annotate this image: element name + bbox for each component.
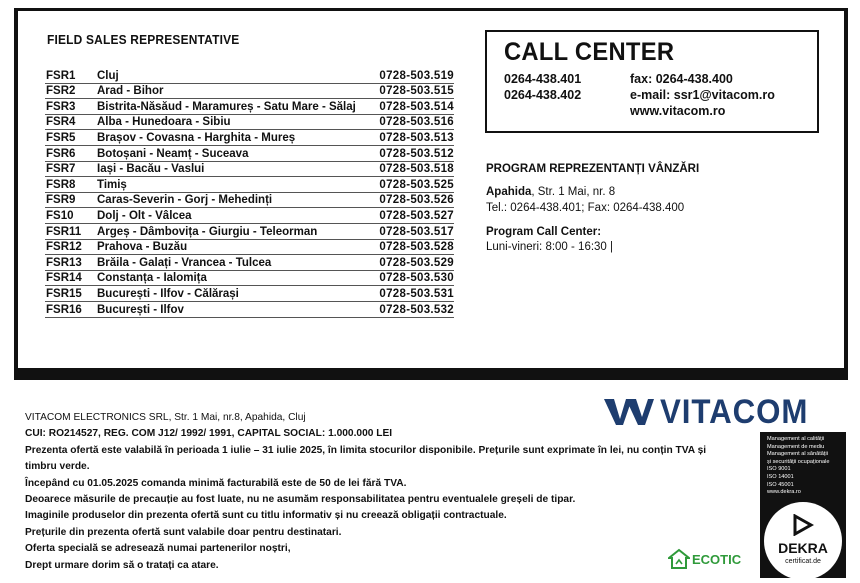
call-center-title: CALL CENTER [504, 38, 675, 66]
fsr-area: Brăila - Galați - Vrancea - Tulcea [97, 256, 272, 269]
fsr-area: Timiș [97, 178, 127, 191]
dekra-cert-line: ISO 14001 [767, 473, 794, 480]
fsr-area: Constanța - Ialomița [97, 272, 207, 285]
fsr-code: FSR1 [46, 69, 76, 82]
vitacom-mark-icon [604, 397, 654, 427]
dekra-wordmark: DEKRA [778, 540, 828, 556]
fsr-table [45, 68, 454, 318]
dekra-seal [764, 502, 842, 580]
footer-offer-note: Oferta specială se adresează numai partenerilor noștri, [25, 543, 291, 555]
fsr-code: FSR7 [46, 163, 76, 176]
program-cc-title: Program Call Center: [486, 226, 602, 238]
fsr-code: FSR5 [46, 131, 76, 144]
call-center-phone-2: 0264-438.402 [504, 88, 582, 102]
fsr-area: Brașov - Covasna - Harghita - Mureș [97, 131, 296, 144]
program-cc-hours: Luni-vineri: 8:00 - 16:30 | [486, 241, 614, 253]
fsr-row [45, 271, 454, 287]
footer-registration: CUI: RO214527, REG. COM J12/ 1992/ 1991, CAPITAL SOCIAL: 1.000.000 LEI [25, 428, 393, 440]
panel-bottom-bar [14, 368, 848, 380]
call-center-fax: fax: 0264-438.400 [630, 72, 733, 86]
dekra-cert-line: Management al sănătății [767, 451, 828, 458]
fsr-phone: 0728-503.525 [379, 178, 454, 191]
fsr-phone: 0728-503.519 [379, 69, 454, 82]
footer-images-disclaimer: Imaginile produselor din prezenta ofertă sunt cu titlu informativ și nu creează obligații contractuale. [25, 510, 507, 522]
program-address-street: , Str. 1 Mai, nr. 8 [531, 186, 616, 198]
fsr-area: Botoșani - Neamț - Suceava [97, 147, 249, 160]
fsr-row [45, 146, 454, 162]
fsr-area: Alba - Hunedoara - Sibiu [97, 116, 231, 129]
fsr-row [45, 208, 454, 224]
fsr-row [45, 193, 454, 209]
footer-validity: Prezenta ofertă este valabilă în perioada 1 iulie – 31 iulie 2025, în limita stocurilor disponibile. Prețurile sunt exprimate în lei, nu conțin TVA și [25, 444, 707, 456]
dekra-cert-line: ISO 45001 [767, 481, 794, 488]
fsr-phone: 0728-503.527 [379, 209, 454, 222]
fsr-phone: 0728-503.518 [379, 163, 454, 176]
fsr-row [45, 224, 454, 240]
fsr-area: Argeș - Dâmbovița - Giurgiu - Teleorman [97, 225, 318, 238]
fsr-row [45, 240, 454, 256]
fsr-area: Cluj [97, 69, 119, 82]
footer-typo-disclaimer: Deoarece măsurile de precauție au fost luate, nu ne asumăm responsabilitatea pentru eventualele greșeli de tipar. [25, 494, 576, 506]
program-address [486, 186, 615, 198]
call-center-web[interactable]: www.vitacom.ro [630, 104, 726, 118]
fsr-row [45, 68, 454, 84]
program-tel: Tel.: 0264-438.401; Fax: 0264-438.400 [486, 202, 685, 214]
fsr-phone: 0728-503.513 [379, 131, 454, 144]
fsr-phone: 0728-503.531 [379, 287, 454, 300]
dekra-cert-line: www.dekra.ro [767, 489, 801, 496]
footer-prices-note: Prețurile din prezenta ofertă sunt valabile doar pentru destinatari. [25, 526, 342, 538]
dekra-certified-label: certificat.de [785, 558, 821, 565]
fsr-row [45, 286, 454, 302]
footer-closing: Drept urmare dorim să o tratați ca atare. [25, 559, 219, 571]
fsr-row [45, 99, 454, 115]
fsr-phone: 0728-503.512 [379, 147, 454, 160]
dekra-cert-line: și securității ocupaționale [767, 458, 830, 465]
fsr-phone: 0728-503.530 [379, 272, 454, 285]
call-center-box [485, 30, 819, 133]
fsr-code: FSR2 [46, 85, 76, 98]
fsr-row [45, 177, 454, 193]
fsr-code: FSR14 [46, 272, 82, 285]
fsr-code: FSR9 [46, 194, 76, 207]
fsr-area: Arad - Bihor [97, 85, 164, 98]
fsr-code: FSR12 [46, 241, 82, 254]
fsr-phone: 0728-503.515 [379, 85, 454, 98]
fsr-code: FSR6 [46, 147, 76, 160]
dekra-cert-line: ISO 9001 [767, 466, 791, 473]
call-center-phone-1: 0264-438.401 [504, 72, 582, 86]
fsr-area: Bistrita-Năsăud - Maramureș - Satu Mare - Sălaj [97, 100, 356, 113]
fsr-phone: 0728-503.516 [379, 116, 454, 129]
fsr-area: Caras-Severin - Gorj - Mehedinți [97, 194, 273, 207]
fsr-code: FSR13 [46, 256, 82, 269]
fsr-area: Dolj - Olt - Vâlcea [97, 209, 192, 222]
vitacom-logo [604, 394, 821, 430]
fsr-title: FIELD SALES REPRESENTATIVE [47, 32, 240, 47]
vitacom-wordmark: VITACOM [660, 392, 809, 431]
dekra-cert-list [767, 436, 830, 497]
fsr-area: Iași - Bacău - Vaslui [97, 163, 205, 176]
ecotic-logo [668, 548, 741, 570]
fsr-code: FSR15 [46, 287, 82, 300]
dekra-cert-line: Management al calității [767, 436, 825, 442]
program-title: PROGRAM REPREZENTANȚI VÂNZĂRI [486, 163, 700, 175]
fsr-code: FSR16 [46, 303, 82, 316]
fsr-phone: 0728-503.528 [379, 241, 454, 254]
footer-company: VITACOM ELECTRONICS SRL, Str. 1 Mai, nr.8, Apahida, Cluj [25, 412, 306, 423]
fsr-row [45, 302, 454, 318]
ecotic-wordmark: ECOTIC [692, 551, 742, 567]
dekra-triangle-icon [792, 514, 814, 536]
fsr-row [45, 115, 454, 131]
call-center-email[interactable]: e-mail: ssr1@vitacom.ro [630, 88, 775, 102]
fsr-row [45, 130, 454, 146]
dekra-certification-badge [760, 432, 846, 578]
fsr-area: București - Ilfov - Călărași [97, 287, 239, 300]
fsr-row [45, 162, 454, 178]
program-address-city: Apahida [486, 186, 532, 198]
fsr-area: București - Ilfov [97, 303, 184, 316]
fsr-phone: 0728-503.526 [379, 194, 454, 207]
fsr-area: Prahova - Buzău [97, 241, 188, 254]
footer-min-order: Începând cu 01.05.2025 comanda minimă facturabilă este de 50 de lei fără TVA. [25, 477, 407, 489]
fsr-phone: 0728-503.532 [379, 303, 454, 316]
fsr-code: FS10 [46, 209, 74, 222]
fsr-code: FSR8 [46, 178, 76, 191]
fsr-phone: 0728-503.529 [379, 256, 454, 269]
recycle-house-icon [668, 548, 690, 570]
fsr-code: FSR11 [46, 225, 82, 238]
fsr-code: FSR4 [46, 116, 76, 129]
fsr-row [45, 255, 454, 271]
fsr-phone: 0728-503.517 [379, 225, 454, 238]
footer-legal [25, 410, 715, 574]
fsr-code: FSR3 [46, 100, 76, 113]
footer-validity-cont: timbru verde. [25, 461, 90, 473]
dekra-cert-line: Management de mediu [767, 443, 825, 450]
fsr-phone: 0728-503.514 [379, 100, 454, 113]
fsr-row [45, 84, 454, 100]
